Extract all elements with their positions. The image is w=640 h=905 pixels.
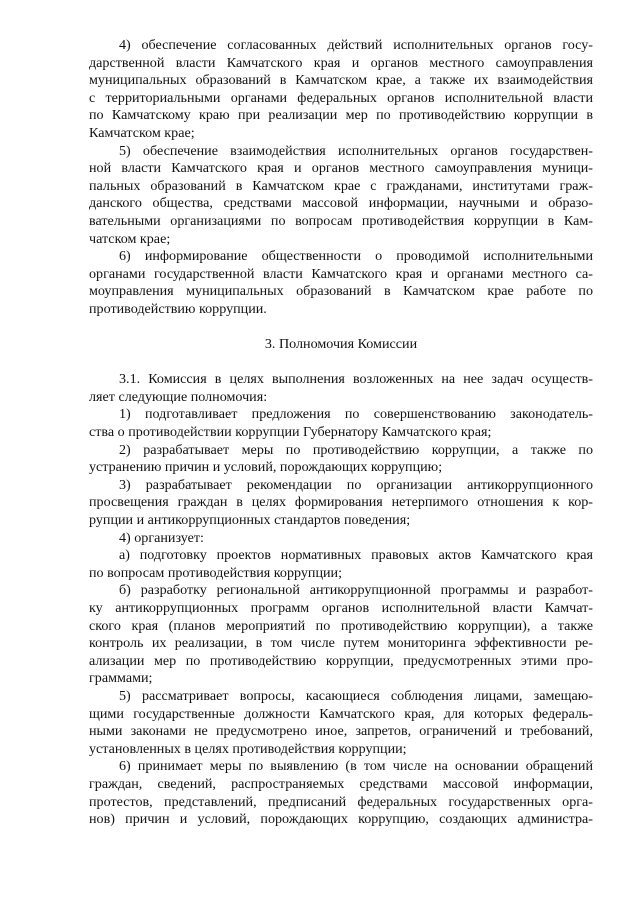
- text-line: противодействию коррупции.: [89, 300, 267, 317]
- text-line: граждан, сведений, распространяемых средствами массовой информации,: [89, 775, 593, 792]
- text-line: 3.1. Комиссия в целях выполнения возложенных на нее задач осуществ-: [119, 371, 593, 388]
- text-line: 4) организует:: [119, 529, 204, 546]
- text-line: протестов, представлений, предписаний федеральных государственных орга-: [89, 793, 593, 810]
- text-line: контроль их реализации, в том числе путем мониторинга эффективности ре-: [89, 635, 593, 652]
- section-tasks-continued: [89, 37, 593, 319]
- text-line: органами государственной власти Камчатского края и органами местного са-: [89, 265, 593, 282]
- text-line: установленных в целях противодействия коррупции;: [89, 740, 407, 757]
- text-line: 4) обеспечение согласованных действий исполнительных органов госу-: [119, 37, 593, 53]
- text-line: ляет следующие полномочия:: [89, 388, 268, 405]
- text-line: ского края (планов мероприятий по противодействию коррупции), а также: [89, 617, 593, 634]
- blank-line: [89, 319, 593, 337]
- text-line: 5) рассматривает вопросы, касающиеся соблюдения лицами, замещаю-: [119, 687, 593, 704]
- text-line: 6) информирование общественности о проводимой исполнительными: [119, 248, 593, 265]
- section-powers: [89, 371, 593, 828]
- text-line: б) разработку региональной антикоррупционной программы и разработ-: [119, 582, 593, 599]
- text-line: муниципальных образований в Камчатском крае, а также их взаимодействия: [89, 72, 593, 89]
- text-line: ными законами не предусмотрено иное, запретов, ограничений и требований,: [89, 723, 593, 740]
- text-line: просвещения граждан в целях формирования нетерпимого отношения к кор-: [89, 494, 593, 511]
- text-line: моуправления муниципальных образований в Камчатском крае работе по: [89, 283, 593, 300]
- blank-line: [89, 354, 593, 372]
- text-line: по вопросам противодействия коррупции;: [89, 564, 342, 581]
- text-line: дарственной власти Камчатского края и органов местного самоуправления: [89, 54, 593, 71]
- text-line: 3) разрабатывает рекомендации по организации антикоррупционного: [119, 476, 593, 493]
- text-line: с территориальными органами федеральных органов исполнительной власти: [89, 89, 593, 106]
- text-line: рупции и антикоррупционных стандартов поведения;: [89, 512, 411, 529]
- text-line: 1) подготавливает предложения по совершенствованию законодатель-: [119, 406, 593, 423]
- text-line: 5) обеспечение взаимодействия исполнительных органов государствен-: [119, 142, 593, 159]
- text-line: данского общества, средствами массовой информации, научными и образо-: [89, 195, 593, 212]
- text-line: ства о противодействии коррупции Губернатору Камчатского края;: [89, 424, 492, 441]
- text-line: 6) принимает меры по выявлению (в том числе на основании обращений: [119, 758, 593, 775]
- text-line: 2) разрабатывает меры по противодействию коррупции, а также по: [119, 441, 593, 458]
- text-line: устранению причин и условий, порождающих коррупцию;: [89, 459, 443, 476]
- text-line: ализации мер по противодействию коррупции, предусмотренных этими про-: [89, 652, 593, 669]
- text-line: пальных образований в Камчатском крае с гражданами, институтами граж-: [89, 177, 593, 194]
- text-line: а) подготовку проектов нормативных правовых актов Камчатского края: [119, 547, 593, 564]
- text-line: ку антикоррупционных программ органов исполнительной власти Камчат-: [89, 600, 593, 616]
- text-line: граммами;: [89, 670, 153, 687]
- document-page: [89, 37, 593, 829]
- section-heading: 3. Полномочия Комиссии: [264, 336, 418, 353]
- text-line: щими государственные должности Камчатского края, для которых федераль-: [89, 705, 593, 722]
- text-line: Камчатском крае;: [89, 124, 195, 141]
- text-line: по Камчатскому краю при реализации мер по противодействию коррупции в: [89, 107, 593, 124]
- text-line: чатском крае;: [89, 230, 171, 247]
- text-line: вательными организациями по вопросам противодействия коррупции в Кам-: [89, 212, 593, 229]
- text-line: ной власти Камчатского края и органов местного самоуправления муници-: [89, 160, 593, 177]
- text-line: нов) причин и условий, порождающих коррупцию, создающих администра-: [89, 811, 593, 828]
